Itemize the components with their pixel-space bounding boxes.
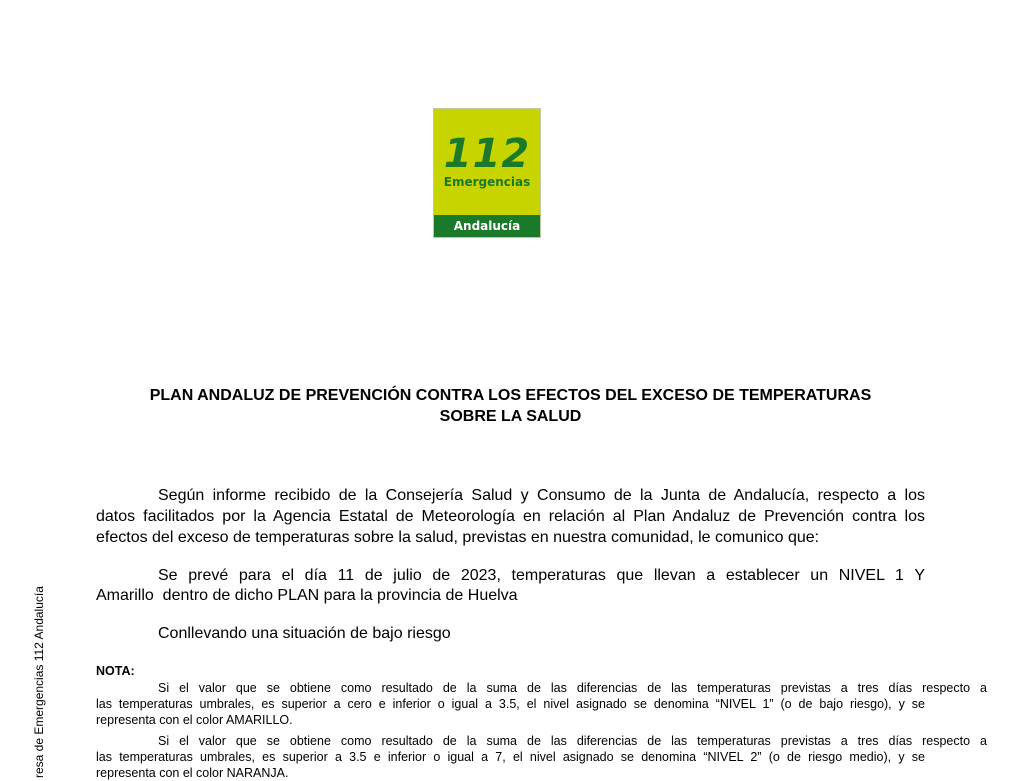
logo-number: 112 (443, 131, 531, 177)
title-line: PLAN ANDALUZ DE PREVENCIÓN CONTRA LOS EFECTOS DEL EXCESO DE TEMPERATURAS (149, 387, 872, 404)
title-line: SOBRE LA SALUD (439, 408, 582, 425)
nota-line: las temperaturas umbrales, es superior a cero e inferior o igual a 3.5, el nivel asignado se denomina “NIVEL 1” (o de bajo riesgo), y se (96, 697, 925, 711)
para2-line: Amarillo dentro de dicho PLAN para la provincia de Huelva (96, 587, 518, 604)
para3: Conllevando una situación de bajo riesgo (158, 625, 451, 642)
nota-line: Si el valor que se obtiene como resultado de la suma de las diferencias de las temperaturas previstas a tres días respecto a (158, 734, 987, 748)
logo-subtitle: Emergencias (443, 175, 531, 189)
para1-line: Según informe recibido de la Consejería Salud y Consumo de la Junta de Andalucía, respecto a los (158, 487, 925, 504)
side-margin-text: resa de Emergencias 112 Andalucía (32, 586, 46, 778)
para1-line: efectos del exceso de temperaturas sobre la salud, previstas en nuestra comunidad, le comunico que: (96, 529, 820, 546)
nota-line: representa con el color AMARILLO. (96, 713, 293, 727)
nota-line: las temperaturas umbrales, es superior a 3.5 e inferior o igual a 7, el nivel asignado se denomina “NIVEL 2” (o de riesgo medio), y se (96, 750, 925, 764)
emergencias-112-logo (433, 108, 541, 238)
nota-label: NOTA: (96, 664, 135, 678)
nota-line: Si el valor que se obtiene como resultado de la suma de las diferencias de las temperaturas previstas a tres días respecto a (158, 681, 987, 695)
logo-region: Andalucía (434, 215, 540, 237)
para2-line: Se prevé para el día 11 de julio de 2023, temperaturas que llevan a establecer un NIVEL 1 Y (158, 567, 925, 584)
document-title (96, 385, 925, 427)
nota-line: representa con el color NARANJA. (96, 766, 289, 780)
para1-line: datos facilitados por la Agencia Estatal de Meteorología en relación al Plan Andaluz de Prevención contra los (96, 508, 925, 525)
